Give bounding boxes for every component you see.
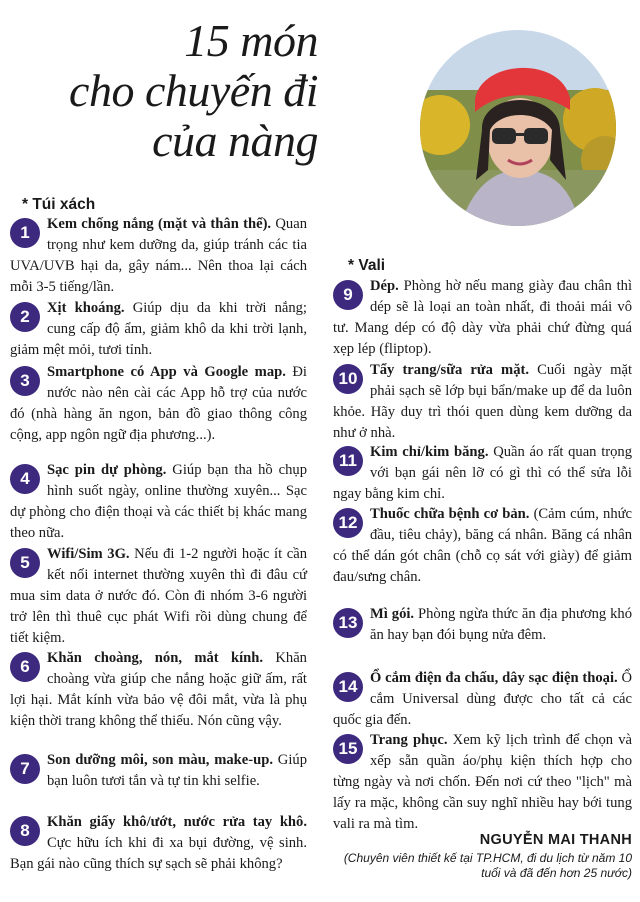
list-item <box>333 504 632 588</box>
item-heading: Kim chỉ/kim băng. <box>370 444 489 460</box>
item-number-badge: 11 <box>333 446 363 476</box>
author-name: NGUYỄN MAI THANH <box>479 832 632 848</box>
item-text: Giúp dịu da khi trời nắng; cung cấp độ ẩm, giảm khô da khi trời lạnh, giảm mệt mỏi, tươi tỉnh. <box>10 300 307 358</box>
item-text: Giúp bạn tha hồ chụp hình suốt ngày, online thường xuyên... Sạc dự phòng cho điện thoại và các thiết bị khác mang theo nữa. <box>10 462 308 541</box>
article-title <box>0 16 318 166</box>
list-item <box>333 360 632 444</box>
item-text: Đi nước nào nên cài các App hỗ trợ của nước đó (nhà hàng ăn ngon, bản đồ giao thông công cộng, app ngôn ngữ địa phương...). <box>10 364 307 443</box>
list-item <box>333 604 632 646</box>
item-heading: Khăn choàng, nón, mắt kính. <box>47 650 264 666</box>
title-line-1: 15 món <box>184 15 318 66</box>
list-item <box>10 648 307 732</box>
item-text: Quần áo rất quan trọng với bạn gái nên lỡ có gì thì có thể sửa lỗi ngay bằng kim chỉ. <box>333 444 632 502</box>
item-number-badge: 3 <box>10 366 40 396</box>
list-item <box>10 544 307 649</box>
item-text: Quan trọng như kem dưỡng da, giúp tránh các tia UVA/UVB hại da, gây nám... Nên thoa lại cách mỗi 3-5 tiếng/lần. <box>10 216 307 295</box>
item-heading: Thuốc chữa bệnh cơ bản. <box>370 506 530 522</box>
item-heading: Mì gói. <box>370 606 415 622</box>
list-item <box>10 298 307 361</box>
item-text: Phòng ngừa thức ăn địa phương khó ăn hay bạn đói bụng nửa đêm. <box>370 606 632 643</box>
item-number-badge: 4 <box>10 464 40 494</box>
item-number-badge: 10 <box>333 364 363 394</box>
item-number-badge: 5 <box>10 548 40 578</box>
title-line-3: của nàng <box>152 115 318 166</box>
item-number-badge: 14 <box>333 672 363 702</box>
item-text: Nếu đi 1-2 người hoặc ít cần kết nối internet thường xuyên thì đi đâu cứ mua sim data ở nước đó. Còn đi nhóm 3-6 người trở lên thì thuê cục phát Wifi rồi dùng chung để tiết kiệm. <box>10 546 307 646</box>
list-item <box>333 442 632 505</box>
item-heading: Wifi/Sim 3G. <box>47 546 130 562</box>
author-portrait-image <box>420 30 616 226</box>
item-text: Cuối ngày mặt phải sạch sẽ lớp bụi bẩn/make up để da luôn khỏe. Hãy duy trì thói quen dùng kem dưỡng da như ở nhà. <box>333 362 632 441</box>
item-number-badge: 7 <box>10 754 40 784</box>
list-item <box>333 276 632 360</box>
item-heading: Khăn giấy khô/ướt, nước rửa tay khô. <box>47 814 307 830</box>
item-heading: Xịt khoáng. <box>47 300 125 316</box>
item-heading: Dép. <box>370 278 399 294</box>
author-photo <box>420 30 616 226</box>
item-text: Xem kỹ lịch trình để chọn và xếp sẵn quần áo/phụ kiện thích hợp cho từng ngày và nơi chốn. Đến nơi cứ theo "lịch" mà lấy ra mặc, không cần suy nghĩ nhiều hay bới tung vali ra mà tìm. <box>333 732 632 832</box>
item-text: Cực hữu ích khi đi xa bụi đường, vệ sinh. Bạn gái nào cũng thích sự sạch sẽ phải không? <box>10 834 307 872</box>
item-text: Ổ cắm Universal dùng được cho tất cả các quốc gia đến. <box>333 670 632 728</box>
item-heading: Kem chống nắng (mặt và thân thể). <box>47 216 272 232</box>
item-text: Phòng hờ nếu mang giày đau chân thì dép sẽ là loại an toàn nhất, đi thoải mái vô tư. Mang dép có độ dày vừa phải chứ đừng quá xẹp lép (fliptop). <box>333 278 632 357</box>
item-heading: Son dưỡng môi, son màu, make-up. <box>47 752 274 768</box>
item-heading: Trang phục. <box>370 732 448 748</box>
section-heading-vali: * Vali <box>348 257 386 274</box>
item-number-badge: 8 <box>10 816 40 846</box>
item-text: Giúp bạn luôn tươi tắn và tự tin khi selfie. <box>47 752 307 789</box>
item-heading: Ổ cắm điện đa chấu, dây sạc điện thoại. <box>370 670 618 686</box>
author-bio: (Chuyên viên thiết kế tại TP.HCM, đi du lịch từ năm 10 tuổi và đã đến hơn 25 nước) <box>343 851 632 880</box>
list-item <box>10 750 307 792</box>
item-number-badge: 2 <box>10 302 40 332</box>
item-heading: Sạc pin dự phòng. <box>47 462 167 478</box>
item-number-badge: 13 <box>333 608 363 638</box>
list-item <box>333 730 632 835</box>
item-heading: Tẩy trang/sữa rửa mặt. <box>370 362 530 378</box>
item-number-badge: 6 <box>10 652 40 682</box>
author-block <box>330 832 632 881</box>
item-heading: Smartphone có App và Google map. <box>47 364 286 380</box>
list-item <box>10 362 307 446</box>
item-number-badge: 9 <box>333 280 363 310</box>
list-item <box>333 668 632 731</box>
item-text: Khăn choàng vừa giúp che nắng hoặc giữ ấm, rất lợi hại. Mắt kính vừa bảo vệ đôi mắt, vừa là phụ kiện thời trang không thể thiếu. Nón cũng vậy. <box>10 650 307 729</box>
section-heading-tui-xach: * Túi xách <box>22 196 96 213</box>
item-number-badge: 1 <box>10 218 40 248</box>
list-item <box>10 214 307 298</box>
item-number-badge: 12 <box>333 508 363 538</box>
list-item <box>10 812 307 875</box>
title-line-2: cho chuyến đi <box>69 65 318 116</box>
item-number-badge: 15 <box>333 734 363 764</box>
item-text: (Cảm cúm, nhức đầu, tiêu chảy), băng cá nhân. Băng cá nhân có thể dán gót chân (chỗ cọ sát với giày) để giảm đau/sưng chân. <box>333 506 633 585</box>
list-item <box>10 460 307 544</box>
